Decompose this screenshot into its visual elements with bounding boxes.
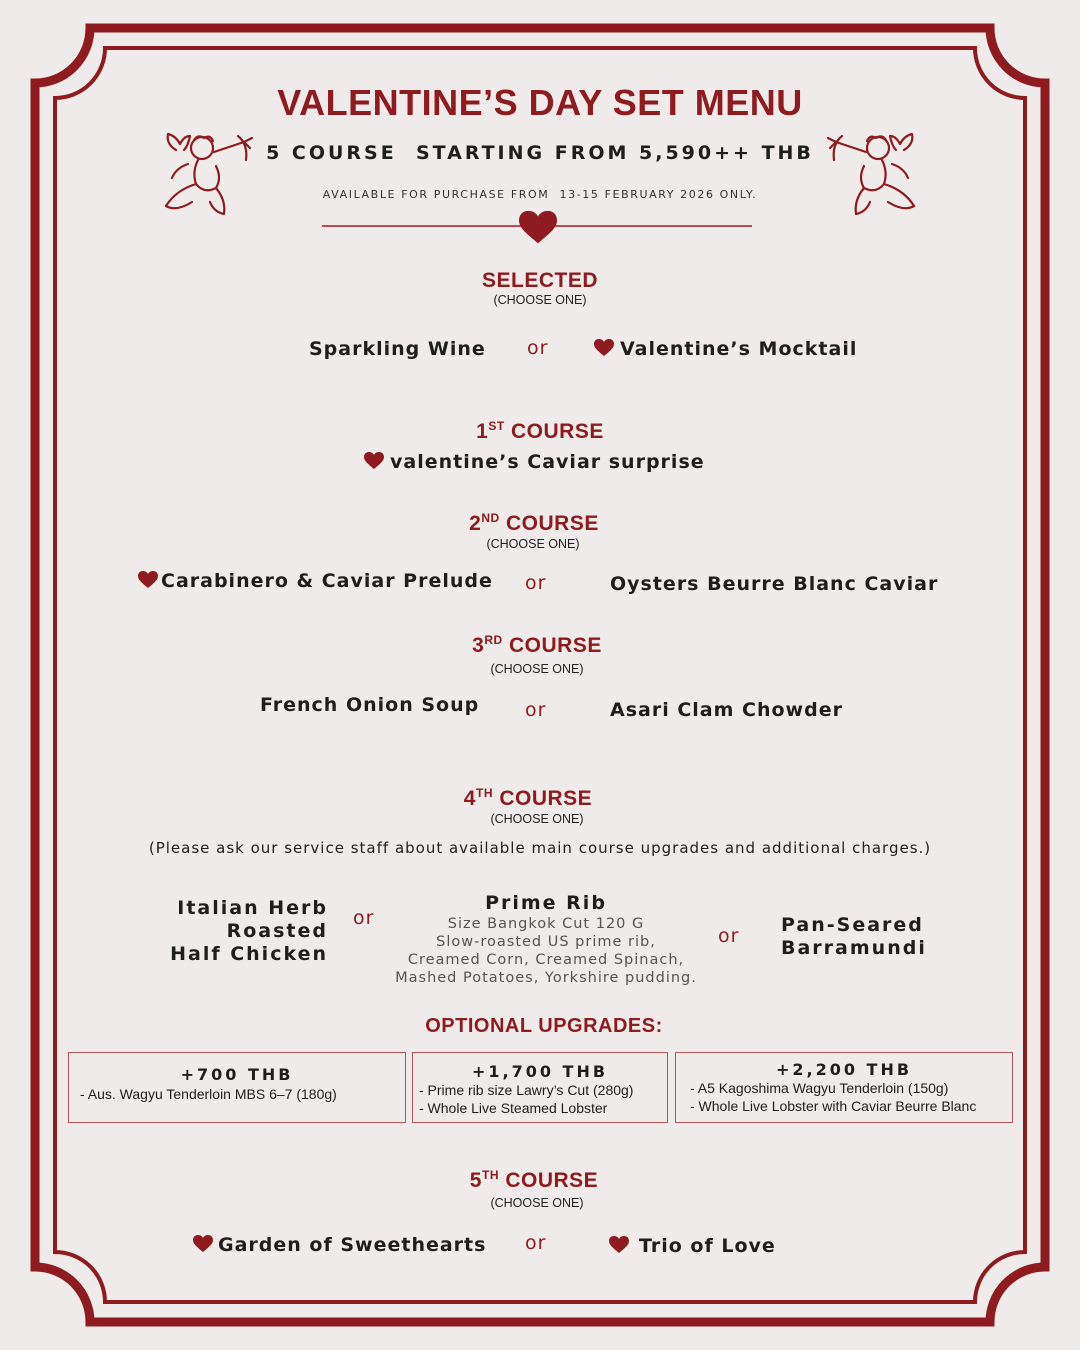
or-label: or <box>525 699 547 721</box>
menu-subtitle: 5 COURSE STARTING FROM 5,590++ THB <box>266 142 814 164</box>
menu-title: VALENTINE’S DAY SET MENU <box>277 82 803 123</box>
heart-icon <box>138 571 158 589</box>
drink-option-mocktail-label: Valentine’s Mocktail <box>620 338 858 360</box>
upgrade-note: (Please ask our service staff about available main course upgrades and additional charges.) <box>148 839 932 857</box>
course5-option-trio-label: Trio of Love <box>639 1235 776 1257</box>
choose-one-label: (CHOOSE ONE) <box>493 293 587 307</box>
upgrade-box-1700 <box>412 1052 668 1123</box>
choose-one-label: (CHOOSE ONE) <box>486 537 580 551</box>
course2-option-carabinero <box>138 570 493 592</box>
upgrade-item: - Aus. Wagyu Tenderloin MBS 6–7 (180g) <box>80 1086 337 1102</box>
upgrade-price: +1,700 THB <box>471 1062 609 1081</box>
upgrade-price: +2,200 THB <box>775 1060 913 1079</box>
heart-icon <box>609 1236 629 1254</box>
choose-one-label: (CHOOSE ONE) <box>490 1196 584 1210</box>
choose-one-label: (CHOOSE ONE) <box>490 662 584 676</box>
upgrade-item: - Whole Live Steamed Lobster <box>419 1100 608 1116</box>
availability-note: AVAILABLE FOR PURCHASE FROM 13-15 FEBRUARY 2026 ONLY. <box>322 188 758 201</box>
or-label: or <box>525 572 547 594</box>
heart-icon <box>594 339 614 357</box>
course1-item-label: valentine’s Caviar surprise <box>390 451 705 473</box>
upgrade-box-700 <box>68 1052 406 1123</box>
or-label: or <box>525 1232 547 1254</box>
upgrade-box-2200 <box>675 1052 1013 1123</box>
drink-option-mocktail <box>594 338 857 360</box>
course3-option-clam-chowder: Asari Clam Chowder <box>610 699 843 721</box>
upgrade-item: - Prime rib size Lawry’s Cut (280g) <box>419 1082 634 1098</box>
upgrade-price: +700 THB <box>180 1065 294 1084</box>
upgrade-item: - Whole Live Lobster with Caviar Beurre Blanc <box>690 1098 977 1114</box>
prime-rib-details: Size Bangkok Cut 120 G Slow-roasted US prime rib, Creamed Corn, Creamed Spinach, Mashed Potatoes, Yorkshire pudding. <box>395 916 697 986</box>
course3-option-onion-soup: French Onion Soup <box>260 694 480 716</box>
course4-option-barramundi: Pan-Seared Barramundi <box>781 914 927 959</box>
selected-title: SELECTED <box>481 269 598 292</box>
heart-icon <box>364 452 384 470</box>
or-label: or <box>353 907 375 929</box>
course4-option-chicken: Italian Herb Roasted Half Chicken <box>170 897 328 965</box>
course5-option-garden <box>193 1234 486 1256</box>
course4-option-prime-rib <box>370 892 722 987</box>
upgrades-title: OPTIONAL UPGRADES: <box>425 1015 663 1037</box>
heart-icon <box>193 1235 213 1253</box>
choose-one-label: (CHOOSE ONE) <box>490 812 584 826</box>
course2-option-carabinero-label: Carabinero & Caviar Prelude <box>161 570 493 592</box>
or-label: or <box>718 925 740 947</box>
course4-title: 4TH COURSE <box>463 786 593 810</box>
prime-rib-name: Prime Rib <box>485 892 607 914</box>
upgrade-item: - A5 Kagoshima Wagyu Tenderloin (150g) <box>690 1080 949 1096</box>
course1-title: 1ST COURSE <box>476 419 604 443</box>
course2-title: 2ND COURSE <box>469 511 599 535</box>
drink-option-sparkling: Sparkling Wine <box>309 338 486 360</box>
course5-option-garden-label: Garden of Sweethearts <box>218 1234 487 1256</box>
course5-title: 5TH COURSE <box>469 1168 599 1192</box>
course2-option-oysters: Oysters Beurre Blanc Caviar <box>610 573 939 595</box>
course3-title: 3RD COURSE <box>472 633 602 657</box>
course5-option-trio <box>609 1235 776 1257</box>
or-label: or <box>527 337 549 359</box>
heart-icon <box>519 210 557 246</box>
course1-item <box>364 451 705 473</box>
